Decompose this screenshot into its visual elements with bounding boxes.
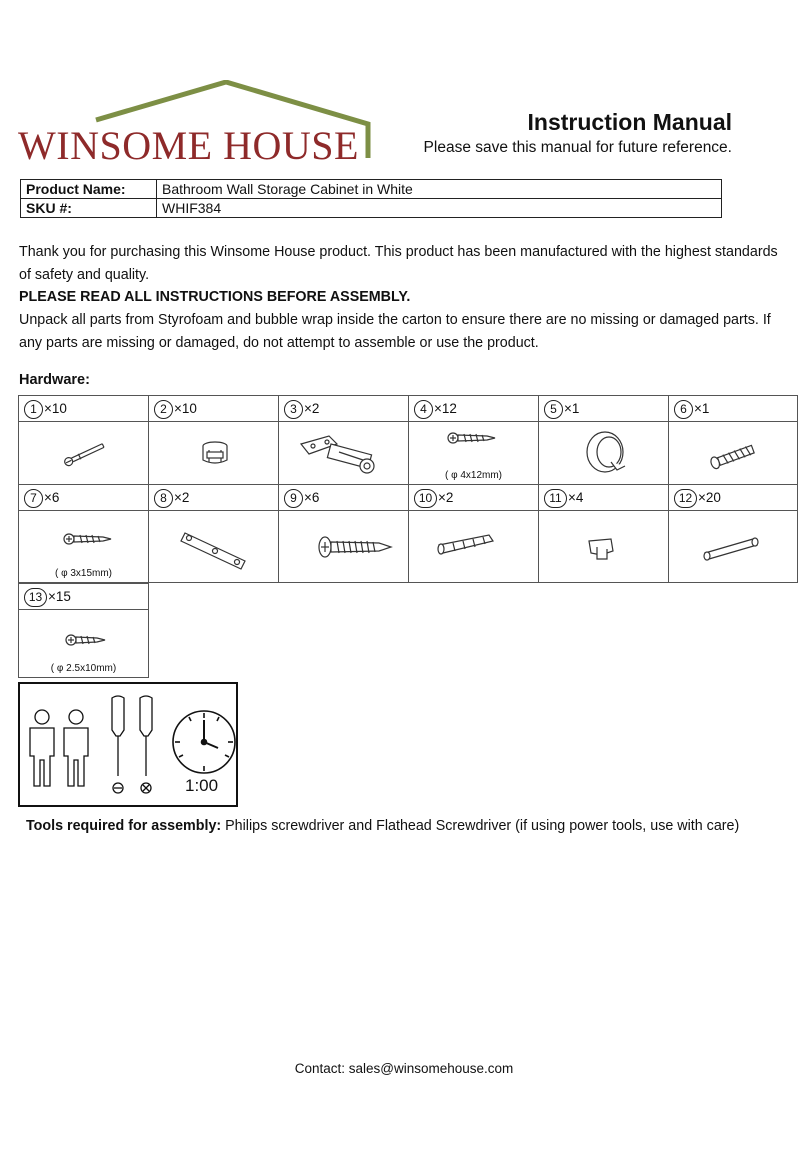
- item-quantity: ×1: [564, 401, 580, 416]
- item-dimension: ( φ 2.5x10mm): [50, 663, 117, 674]
- hardware-image-7: [18, 510, 149, 583]
- long-screw-icon: [279, 511, 410, 584]
- person-icon: [30, 710, 54, 786]
- item-dimension: ( φ 4x12mm): [444, 470, 503, 481]
- brand-logo: [18, 80, 378, 168]
- hardware-item-8: [148, 484, 279, 511]
- manual-title: Instruction Manual: [527, 109, 732, 135]
- item-quantity: ×12: [434, 401, 457, 416]
- item-number: 2: [154, 400, 173, 419]
- hardware-image-11: [538, 510, 669, 583]
- hardware-item-5: [538, 395, 669, 422]
- hardware-image-2: [148, 421, 279, 485]
- item-quantity: ×2: [304, 401, 320, 416]
- item-number: 6: [674, 400, 693, 419]
- flathead-screwdriver-icon: [112, 696, 124, 793]
- cam-lock-icon: [149, 422, 280, 486]
- hardware-image-6: [668, 421, 798, 485]
- tools-required-text: [26, 818, 739, 834]
- hardware-image-3: [278, 421, 409, 485]
- hardware-image-8: [148, 510, 279, 583]
- phillips-screwdriver-icon: [140, 696, 152, 793]
- item-quantity: ×10: [174, 401, 197, 416]
- item-number: 12: [674, 489, 697, 508]
- hardware-image-1: [18, 421, 149, 485]
- item-quantity: ×15: [48, 589, 71, 604]
- item-number: 1: [24, 400, 43, 419]
- item-number: 4: [414, 400, 433, 419]
- tools-required-label: Tools required for assembly:: [26, 818, 222, 834]
- item-quantity: ×6: [304, 490, 320, 505]
- item-quantity: ×1: [694, 401, 710, 416]
- brand-wordmark: WINSOME HOUSE: [18, 123, 359, 168]
- intro-paragraph: Thank you for purchasing this Winsome House product. This product has been manufactured with the highest standards of safety and quality.: [19, 244, 778, 283]
- item-quantity: ×4: [568, 490, 584, 505]
- hardware-title: Hardware:: [19, 372, 90, 388]
- product-info-table: [20, 179, 722, 218]
- contact-info: Contact: sales@winsomehouse.com: [294, 1061, 514, 1076]
- dowel-icon: [669, 511, 799, 584]
- bracket-icon: [149, 511, 280, 584]
- hardware-image-12: [668, 510, 798, 583]
- item-number: 7: [24, 489, 43, 508]
- knob-icon: [539, 422, 670, 486]
- hardware-image-9: [278, 510, 409, 583]
- item-number: 10: [414, 489, 437, 508]
- hardware-item-3: [278, 395, 409, 422]
- manual-subtitle: Please save this manual for future reference.: [423, 139, 732, 156]
- hardware-item-12: [668, 484, 798, 511]
- sku-value: WHIF384: [157, 199, 722, 218]
- item-number: 13: [24, 588, 47, 607]
- hardware-grid: [18, 395, 798, 583]
- item-number: 9: [284, 489, 303, 508]
- item-number: 11: [544, 489, 567, 508]
- hardware-image-13: [18, 609, 149, 678]
- item-quantity: ×2: [174, 490, 190, 505]
- item-quantity: ×2: [438, 490, 454, 505]
- hardware-item-4: [408, 395, 539, 422]
- person-icon: [64, 710, 88, 786]
- hinge-icon: [279, 422, 410, 486]
- hardware-item-11: [538, 484, 669, 511]
- item-quantity: ×20: [698, 490, 721, 505]
- sku-row: [21, 199, 722, 218]
- clock-icon: [173, 711, 235, 773]
- hardware-item-2: [148, 395, 279, 422]
- item-quantity: ×6: [44, 490, 60, 505]
- wall-anchor-icon: [409, 511, 540, 584]
- screw-icon: [19, 511, 150, 575]
- shelf-support-icon: [539, 511, 670, 584]
- hardware-item-10: [408, 484, 539, 511]
- machine-screw-icon: [669, 422, 799, 486]
- hardware-item-7: [18, 484, 149, 511]
- product-name-label: Product Name:: [21, 180, 157, 199]
- hardware-image-4: [408, 421, 539, 485]
- sku-label: SKU #:: [21, 199, 157, 218]
- hardware-image-10: [408, 510, 539, 583]
- item-number: 3: [284, 400, 303, 419]
- item-number: 5: [544, 400, 563, 419]
- hardware-item-1: [18, 395, 149, 422]
- product-name-value: Bathroom Wall Storage Cabinet in White: [157, 180, 722, 199]
- hardware-item-13: [18, 583, 149, 610]
- unpack-paragraph: Unpack all parts from Styrofoam and bubble wrap inside the carton to ensure there are no missing or damaged parts. If any parts are missing or damaged, do not attempt to assemble or use the product.: [19, 312, 771, 351]
- product-name-row: [21, 180, 722, 199]
- item-dimension: ( φ 3x15mm): [54, 568, 113, 579]
- cam-bolt-icon: [19, 422, 150, 486]
- assembly-requirements-box: [18, 682, 238, 807]
- item-number: 8: [154, 489, 173, 508]
- tools-required-description: Philips screwdriver and Flathead Screwdriver (if using power tools, use with care): [221, 818, 740, 834]
- hardware-item-6: [668, 395, 798, 422]
- item-quantity: ×10: [44, 401, 67, 416]
- warning-text: PLEASE READ ALL INSTRUCTIONS BEFORE ASSEMBLY.: [19, 289, 411, 305]
- assembly-time: 1:00: [185, 776, 219, 795]
- hardware-image-5: [538, 421, 669, 485]
- hardware-item-9: [278, 484, 409, 511]
